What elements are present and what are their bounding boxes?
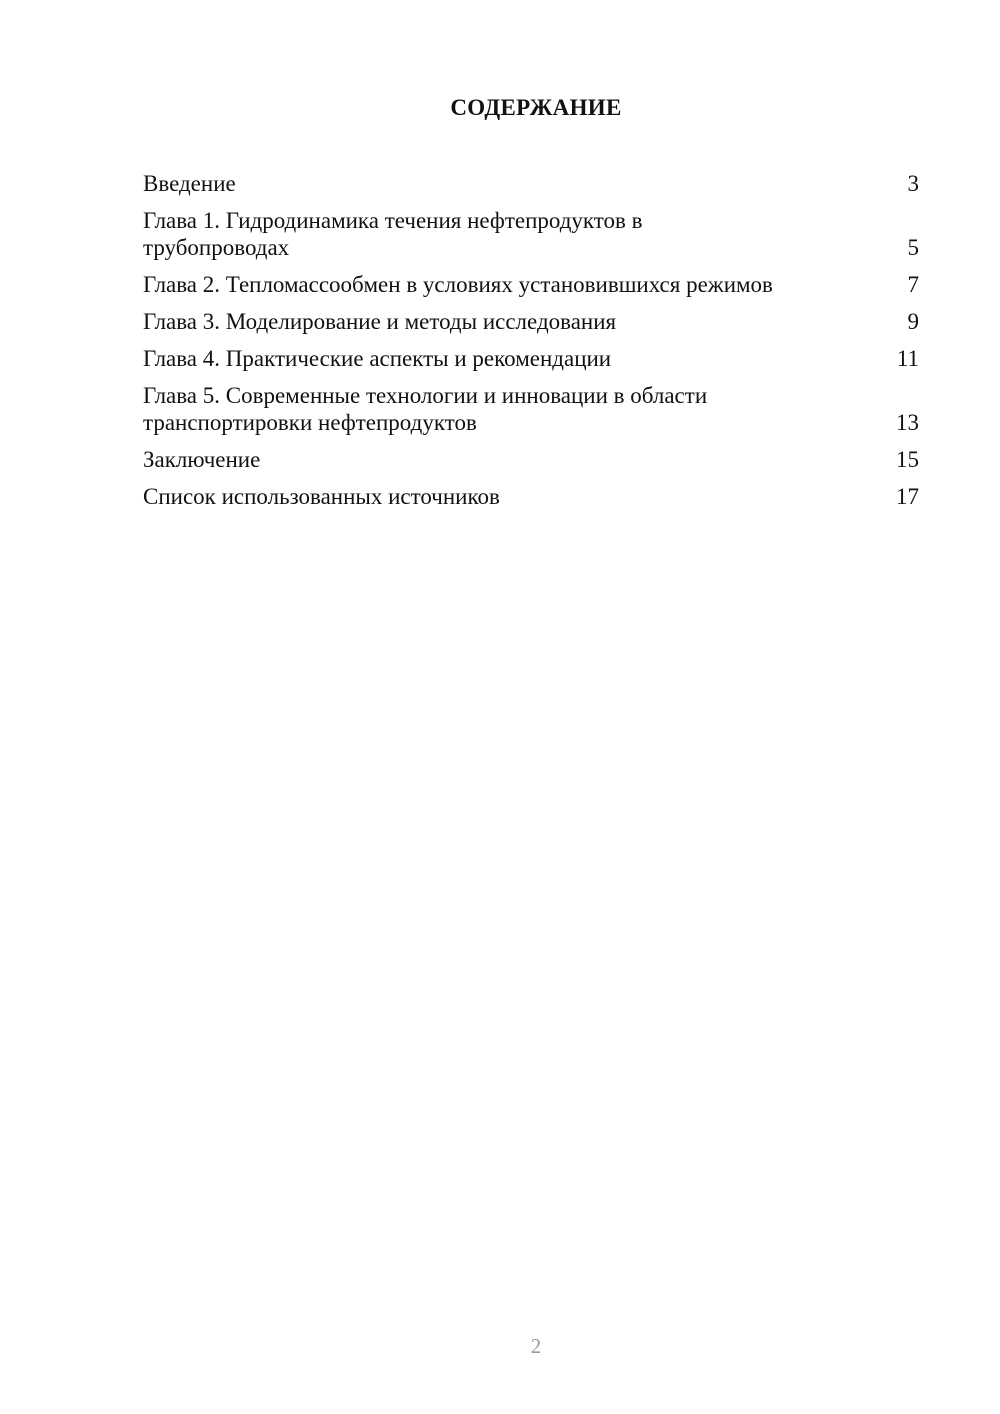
toc-entry[interactable]: [143, 382, 919, 436]
toc-entry[interactable]: [143, 271, 919, 298]
toc-entry-page: 15: [896, 447, 919, 472]
toc-entry-title: Глава 5. Современные технологии и инновации в области транспортировки нефтепродуктов: [143, 383, 708, 435]
toc-entry-page: 11: [896, 346, 919, 371]
table-of-contents: [143, 170, 919, 520]
toc-entry-page: 9: [907, 309, 919, 334]
toc-entry[interactable]: [143, 308, 919, 335]
toc-entry-page: 5: [907, 235, 919, 260]
toc-entry-page: 3: [907, 171, 919, 196]
toc-entry-title: Глава 3. Моделирование и методы исследования: [143, 309, 617, 334]
toc-entry-title: Заключение: [143, 447, 261, 472]
toc-entry[interactable]: [143, 446, 919, 473]
toc-entry-page: 13: [896, 410, 919, 435]
toc-entry[interactable]: [143, 345, 919, 372]
toc-entry[interactable]: [143, 170, 919, 197]
toc-entry-title: Список использованных источников: [143, 484, 500, 509]
page-title: СОДЕРЖАНИЕ: [450, 95, 622, 120]
toc-entry[interactable]: [143, 483, 919, 510]
toc-entry-title: Глава 1. Гидродинамика течения нефтепродуктов в трубопроводах: [143, 208, 643, 260]
page-number: 2: [530, 1334, 542, 1358]
toc-entry-title: Глава 2. Тепломассообмен в условиях установившихся режимов: [143, 272, 773, 297]
toc-entry-page: 7: [907, 272, 919, 297]
toc-entry[interactable]: [143, 207, 919, 261]
toc-entry-title: Введение: [143, 171, 236, 196]
toc-entry-page: 17: [896, 484, 919, 509]
toc-entry-title: Глава 4. Практические аспекты и рекомендации: [143, 346, 612, 371]
